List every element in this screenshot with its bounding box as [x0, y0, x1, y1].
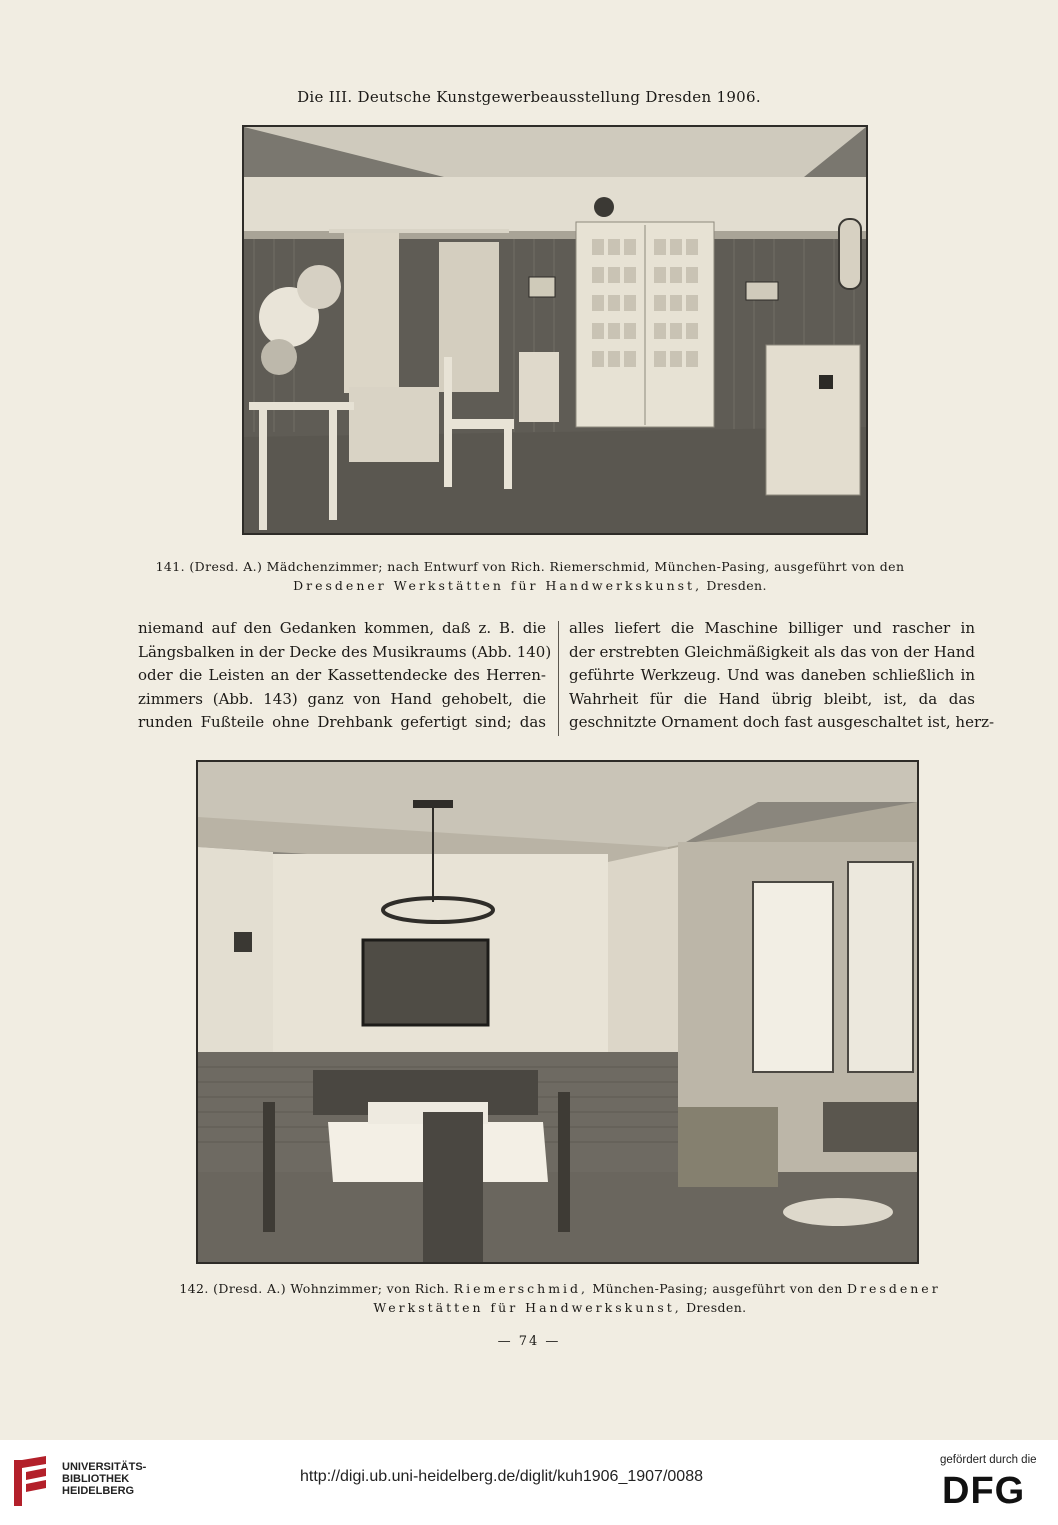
- library-name: [62, 1461, 146, 1497]
- page-number: — 74 —: [497, 1334, 561, 1349]
- text-line: geführte Werkzeug. Und was daneben schließlich in: [569, 666, 975, 684]
- text-line: Wahrheit für die Hand übrig bleibt, ist, da das: [569, 689, 975, 708]
- body-text-left-column: [138, 617, 552, 735]
- figure-142-caption-mid: München-Pasing; ausgeführt von den: [592, 1281, 843, 1296]
- text-line: der erstrebten Gleichmäßigkeit als das von der Hand: [569, 642, 975, 661]
- permalink-url[interactable]: http://digi.ub.uni-heidelberg.de/diglit/kuh1906_1907/0088: [300, 1468, 703, 1485]
- figure-141-caption-line2: [120, 576, 940, 595]
- text-line: alles liefert die Maschine billiger und rascher in: [569, 619, 975, 637]
- photo-plate-141-maedchenzimmer: [242, 125, 868, 535]
- dfg-logo: DFG: [942, 1470, 1026, 1512]
- library-name-line: BIBLIOTHEK: [62, 1473, 130, 1485]
- text-line: oder die Leisten an der Kassettendecke des Herren-: [138, 666, 546, 684]
- funded-by-label: gefördert durch die: [940, 1454, 1037, 1466]
- figure-142-caption: [150, 1279, 970, 1317]
- figure-142-caption-line1: [150, 1279, 970, 1298]
- text-line: geschnitzte Ornament doch fast ausgeschaltet ist, herz-: [569, 713, 995, 731]
- figure-141-caption-workshop: Dresdener Werkstätten für Handwerkskunst,: [293, 578, 703, 593]
- running-head: Die III. Deutsche Kunstgewerbeausstellung Dresden 1906.: [297, 88, 761, 106]
- figure-142-caption-city: Dresden.: [686, 1300, 747, 1315]
- library-name-line: UNIVERSITÄTS-: [62, 1461, 147, 1473]
- figure-141-caption-line1: 141. (Dresd. A.) Mädchenzimmer; nach Entwurf von Rich. Riemerschmid, München-Pasing, ausgeführt von den: [155, 559, 905, 574]
- figure-142-caption-line2: [150, 1298, 970, 1317]
- figure-141-caption: [120, 557, 940, 595]
- text-line: zimmers (Abb. 143) ganz von Hand gehobelt, die: [138, 689, 546, 708]
- library-name-line: HEIDELBERG: [62, 1485, 135, 1497]
- figure-141-caption-city: Dresden.: [706, 578, 767, 593]
- text-line: Längsbalken in der Decke des Musikraums (Abb. 140): [138, 642, 552, 661]
- figure-142-caption-designer: Riemerschmid,: [453, 1281, 589, 1296]
- text-line: runden Fußteile ohne Drehbank gefertigt sind; das: [138, 713, 546, 731]
- photo-plate-142-wohnzimmer: [196, 760, 919, 1264]
- figure-142-caption-start: 142. (Dresd. A.) Wohnzimmer; von Rich.: [179, 1281, 450, 1296]
- column-divider: [558, 621, 559, 736]
- text-line: niemand auf den Gedanken kommen, daß z. B. die: [138, 619, 546, 637]
- body-text-right-column: [569, 617, 995, 735]
- figure-142-caption-dresdener: Dresdener: [847, 1281, 941, 1296]
- figure-142-caption-workshop: Werkstätten für Handwerkskunst,: [373, 1300, 682, 1315]
- library-logo-icon: [12, 1454, 52, 1510]
- digitization-footer: [0, 1440, 1058, 1525]
